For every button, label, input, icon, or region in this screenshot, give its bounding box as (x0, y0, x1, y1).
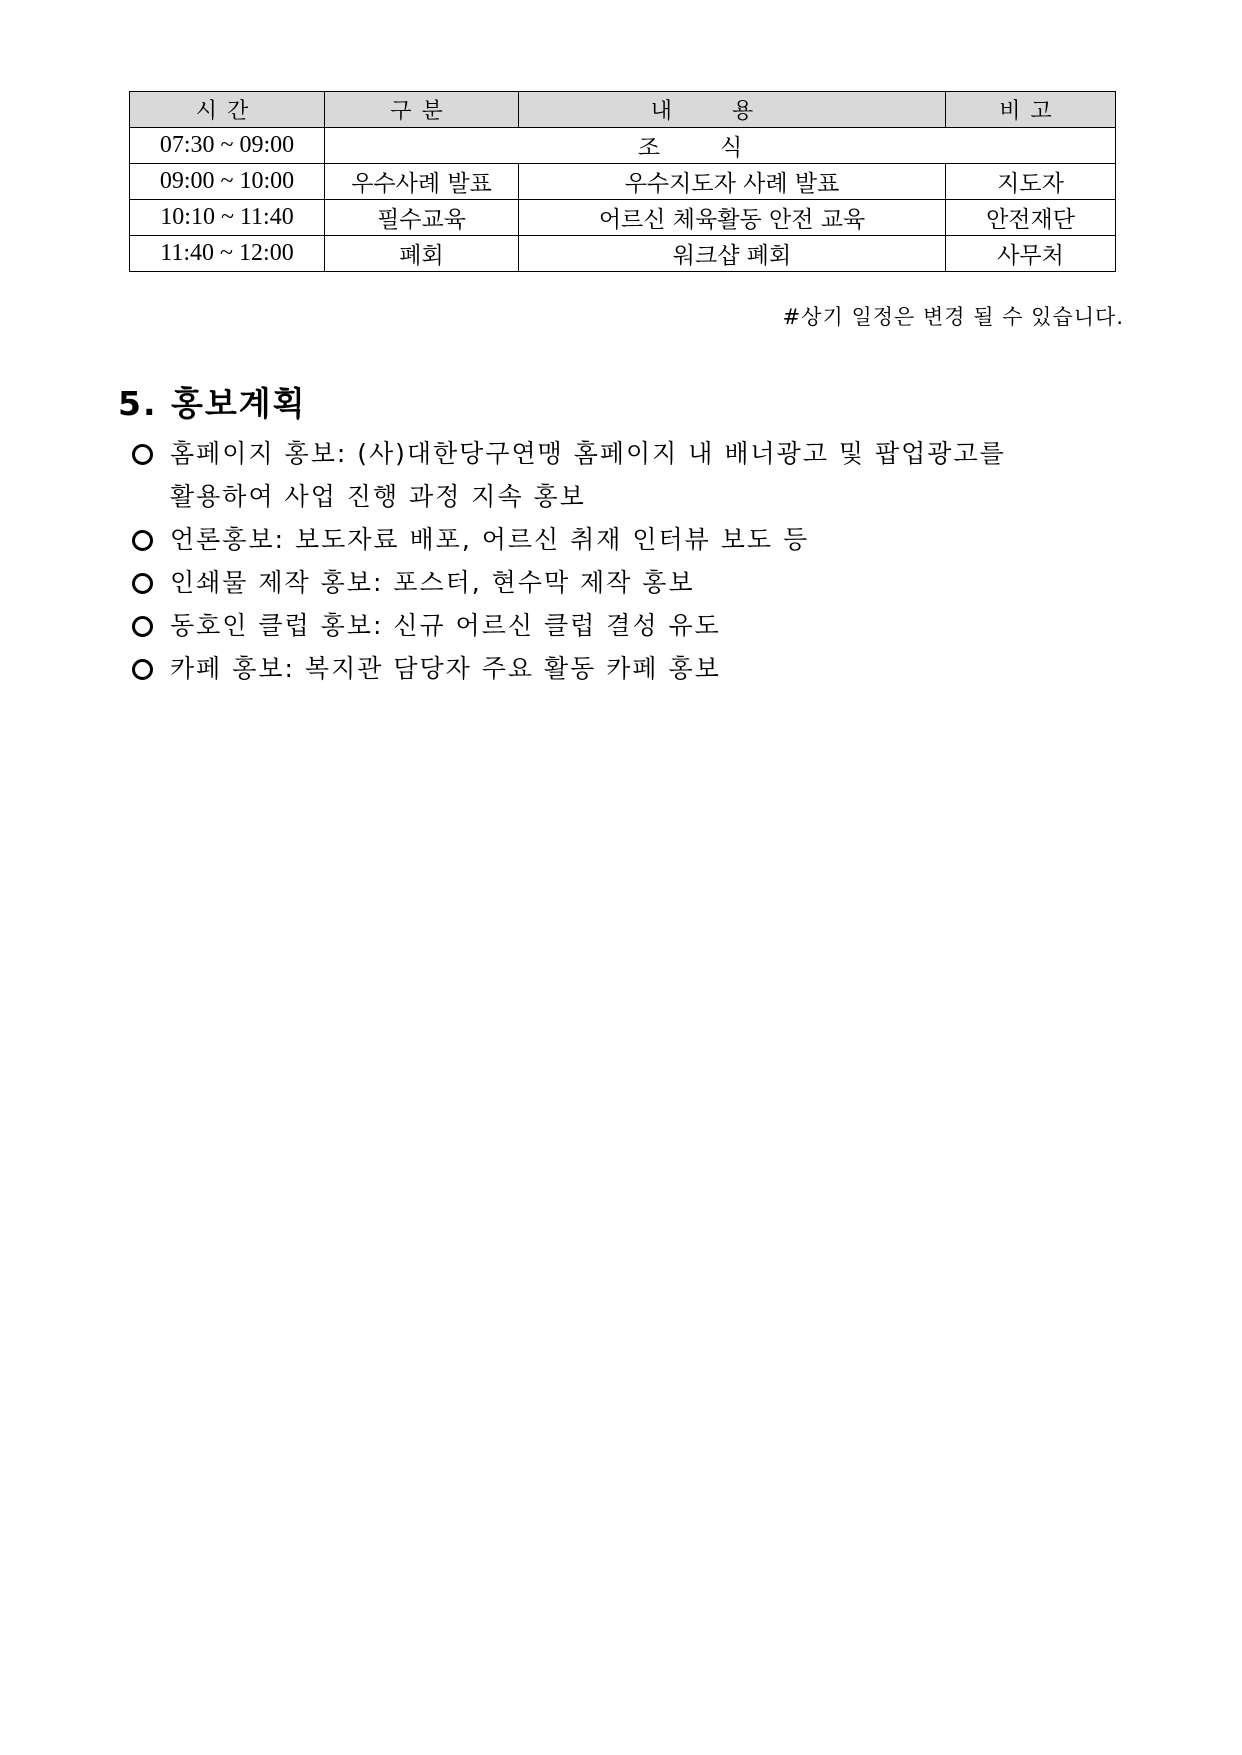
row-merged-cell: 조식 (325, 128, 1116, 164)
table-row (130, 236, 1116, 272)
row-category: 우수사례 발표 (325, 164, 519, 200)
row-category: 필수교육 (325, 200, 519, 236)
hollow-circle-icon (132, 616, 153, 637)
row-note: 안전재단 (946, 200, 1116, 236)
list-item-text: 동호인 클럽 홍보: 신규 어르신 클럽 결성 유도 (170, 611, 721, 640)
row-content: 워크샵 폐회 (519, 236, 946, 272)
list-item (132, 647, 1092, 690)
table-row (130, 200, 1116, 236)
table-header-row (130, 92, 1116, 128)
row-content: 우수지도자 사례 발표 (519, 164, 946, 200)
table-row (130, 128, 1116, 164)
list-item (132, 604, 1092, 647)
hollow-circle-icon (132, 530, 153, 551)
section-title: 5. 홍보계획 (118, 384, 307, 423)
row-time: 11:40 ~ 12:00 (130, 236, 325, 272)
hollow-circle-icon (132, 659, 153, 680)
list-item-text: 홈페이지 홍보: (사)대한당구연맹 홈페이지 내 배너광고 및 팝업광고를 (170, 439, 1006, 468)
header-category: 구분 (325, 92, 519, 128)
row-category: 폐회 (325, 236, 519, 272)
list-item-text: 언론홍보: 보도자료 배포, 어르신 취재 인터뷰 보도 등 (170, 525, 810, 554)
row-content: 어르신 체육활동 안전 교육 (519, 200, 946, 236)
header-time: 시간 (130, 92, 325, 128)
row-time: 10:10 ~ 11:40 (130, 200, 325, 236)
header-content: 내용 (519, 92, 946, 128)
list-item (132, 432, 1092, 518)
hollow-circle-icon (132, 444, 153, 465)
list-item-text: 인쇄물 제작 홍보: 포스터, 현수막 제작 홍보 (170, 568, 695, 597)
schedule-change-note: #상기 일정은 변경 될 수 있습니다. (782, 305, 1124, 329)
list-item-text-continued: 활용하여 사업 진행 과정 지속 홍보 (170, 482, 586, 511)
row-note: 사무처 (946, 236, 1116, 272)
header-note: 비고 (946, 92, 1116, 128)
schedule-table (129, 91, 1116, 272)
hollow-circle-icon (132, 573, 153, 594)
promotion-plan-list (132, 432, 1092, 690)
row-note: 지도자 (946, 164, 1116, 200)
list-item (132, 518, 1092, 561)
list-item-text: 카페 홍보: 복지관 담당자 주요 활동 카페 홍보 (170, 654, 721, 683)
row-time: 07:30 ~ 09:00 (130, 128, 325, 164)
row-time: 09:00 ~ 10:00 (130, 164, 325, 200)
table-row (130, 164, 1116, 200)
list-item (132, 561, 1092, 604)
